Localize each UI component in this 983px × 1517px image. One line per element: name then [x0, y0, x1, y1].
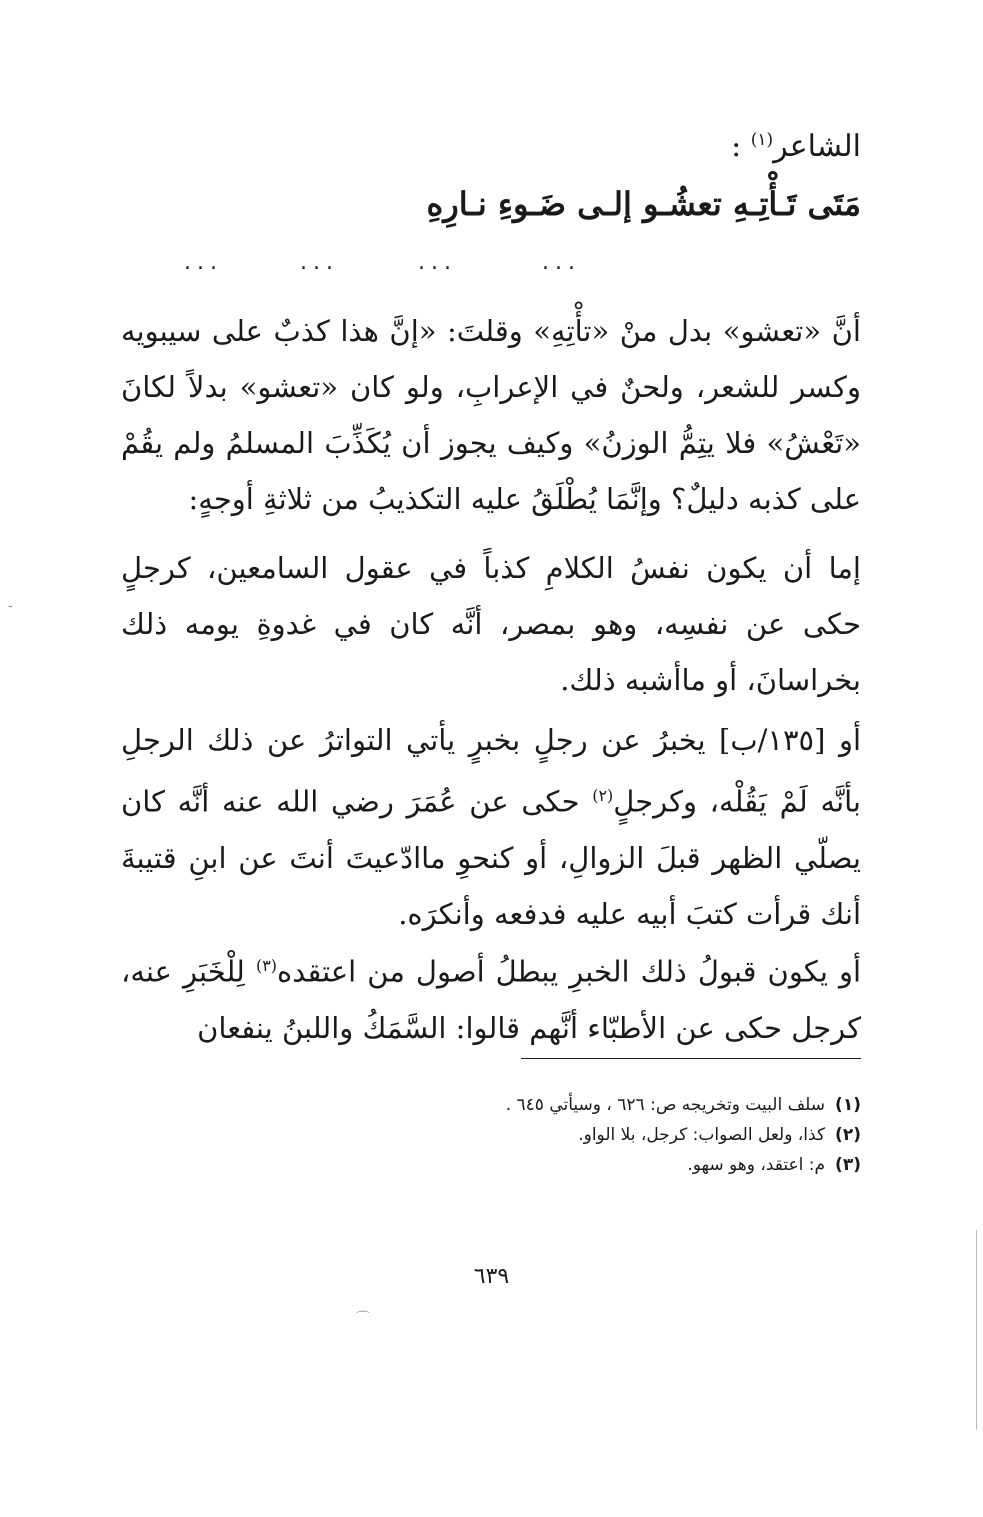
- ellipsis-1: ...: [542, 250, 581, 275]
- paragraph-3: [121, 712, 861, 942]
- paragraph-3-part-2: حكى عن عُمَرَ رضي الله عنه أنَّه كان يصلّي الظهر قبلَ الزوالِ، أو كنحوِ ماادّعيتَ أنتَ عن ابنِ قتيبةَ أنك قرأت كتبَ أبيه عليه فدفعه وأنكرَه.: [121, 784, 861, 931]
- verse-ellipsis: [121, 250, 861, 280]
- page-number: ٦٣٩: [473, 1264, 510, 1289]
- ellipsis-2: ...: [418, 250, 457, 275]
- ellipsis-3: ...: [300, 250, 339, 275]
- ellipsis-4: ...: [184, 250, 223, 275]
- poet-heading: [731, 118, 861, 169]
- paragraph-4: [121, 938, 861, 1056]
- footnote-3-text: م: اعتقد، وهو سهو.: [687, 1155, 826, 1175]
- scan-edge-line: [976, 1230, 977, 1430]
- scan-mark: -: [8, 598, 13, 614]
- footnote-3-number: (٣): [835, 1155, 861, 1175]
- heading-suffix: :: [731, 129, 751, 164]
- paragraph-2: إما أن يكون نفسُ الكلامِ كذباً في عقول السامعين، كرجلٍ حكى عن نفسِه، وهو بمصر، أنَّه كان في غدوةِ يومه ذلك بخراسانَ، أو ماأشبه ذلك.: [121, 551, 861, 697]
- footnote-1: [121, 1090, 861, 1120]
- poem-verse: مَتَى تَـأْتِـهِ تعشُـو إلـى ضَـوءِ نـارِهِ: [426, 185, 861, 223]
- paragraph-3-part-1: أو [١٣٥/ب] يخبرُ عن رجلٍ بخبرٍ يأتي التواترُ عن ذلك الرجلِ بأنَّه لَمْ يَقُلْه، وكرجلٍ: [121, 723, 862, 819]
- footnotes: [121, 1090, 861, 1180]
- paragraph-1: أنَّ «تعشو» بدل منْ «تأْتِهِ» وقلتَ: «إنَّ هذا كذبٌ على سيبويه وكسر للشعر، ولحنٌ في الإعرابِ، ولو كان «تعشو» بدلاً لكانَ «تَعْشُ» فلا يتِمُّ الوزنُ» وكيف يجوز أن يُكَذِّبَ المسلمُ ولم يقُمْ على كذبه دليلٌ؟ وإنَّمَا يُطْلَقُ عليه التكذيبُ من ثلاثةِ أوجهٍ:: [121, 314, 861, 516]
- paragraph-4-part-1: أو يكون قبولُ ذلك الخبرِ يبطلُ أصول من اعتقده: [277, 954, 862, 989]
- footnote-1-number: (١): [835, 1095, 861, 1115]
- footnote-separator: [521, 1058, 861, 1059]
- paragraph-4-part-2: لِلْخَبَرِ عنه، كرجل حكى عن الأطبّاء أنَّهم قالوا: السَّمَكُ واللبنُ ينفعان: [121, 954, 861, 1045]
- footnote-ref-2: (٢): [592, 786, 614, 805]
- footnote-ref-3: (٣): [255, 956, 278, 975]
- footnote-2-text: كذا، ولعل الصواب: كرجل، بلا الواو.: [578, 1125, 826, 1145]
- footnote-2-number: (٢): [835, 1125, 861, 1145]
- footnote-2: [121, 1120, 861, 1150]
- footnote-ref-1: (١): [750, 130, 774, 150]
- footnote-3: [121, 1150, 861, 1180]
- scan-mark: ⌒: [356, 1311, 370, 1327]
- footnote-1-text: سلف البيت وتخريجه ص: ٦٢٦ ، وسيأتي ٦٤٥ .: [505, 1095, 826, 1115]
- heading-text: الشاعر: [773, 129, 861, 164]
